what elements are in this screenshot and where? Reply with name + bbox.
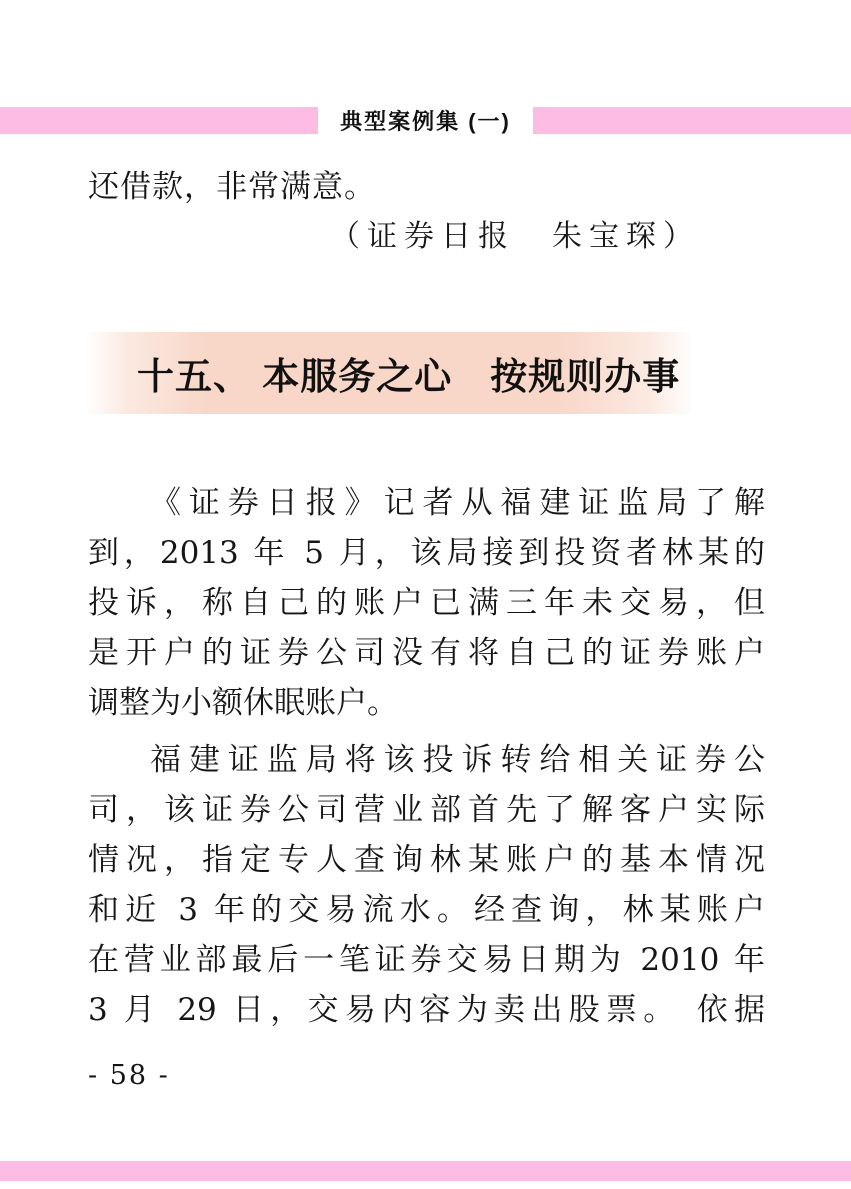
footer-band xyxy=(0,1161,851,1181)
paragraph-line: 《证券日报》记者从福建证监局了解 xyxy=(150,485,765,521)
paragraph-line: 投诉，称自己的账户已满三年未交易，但 xyxy=(88,585,765,621)
source-byline: （证券日报 朱宝琛） xyxy=(330,219,700,254)
paragraph-line: 情况，指定专人查询林某账户的基本情况 xyxy=(88,842,765,878)
section-heading: 十五、 本服务之心 按规则办事 xyxy=(137,356,681,397)
running-header-title: 典型案例集 (一) xyxy=(318,101,533,140)
body-text xyxy=(88,478,765,1035)
paragraph-2 xyxy=(88,735,765,1035)
paragraph-line: 和近 3 年的交易流水。经查询，林某账户 xyxy=(88,892,765,928)
section-heading-band xyxy=(85,332,691,414)
intro-closing-line: 还借款，非常满意。 xyxy=(88,169,376,205)
paragraph-line: 3 月 29 日，交易内容为卖出股票。 依据 xyxy=(88,992,765,1028)
paragraph-line: 到，2013 年 5 月，该局接到投资者林某的 xyxy=(88,535,765,571)
paragraph-line: 是开户的证券公司没有将自己的证券账户 xyxy=(88,635,765,671)
header-band xyxy=(0,107,851,134)
paragraph-line: 调整为小额休眠账户。 xyxy=(88,685,398,721)
paragraph-line: 司，该证券公司营业部首先了解客户实际 xyxy=(88,792,765,828)
page-number: - 58 - xyxy=(88,1060,170,1091)
paragraph-line: 在营业部最后一笔证券交易日期为 2010 年 xyxy=(88,942,765,978)
paragraph-1 xyxy=(88,478,765,728)
paragraph-line: 福建证监局将该投诉转给相关证券公 xyxy=(150,742,765,778)
